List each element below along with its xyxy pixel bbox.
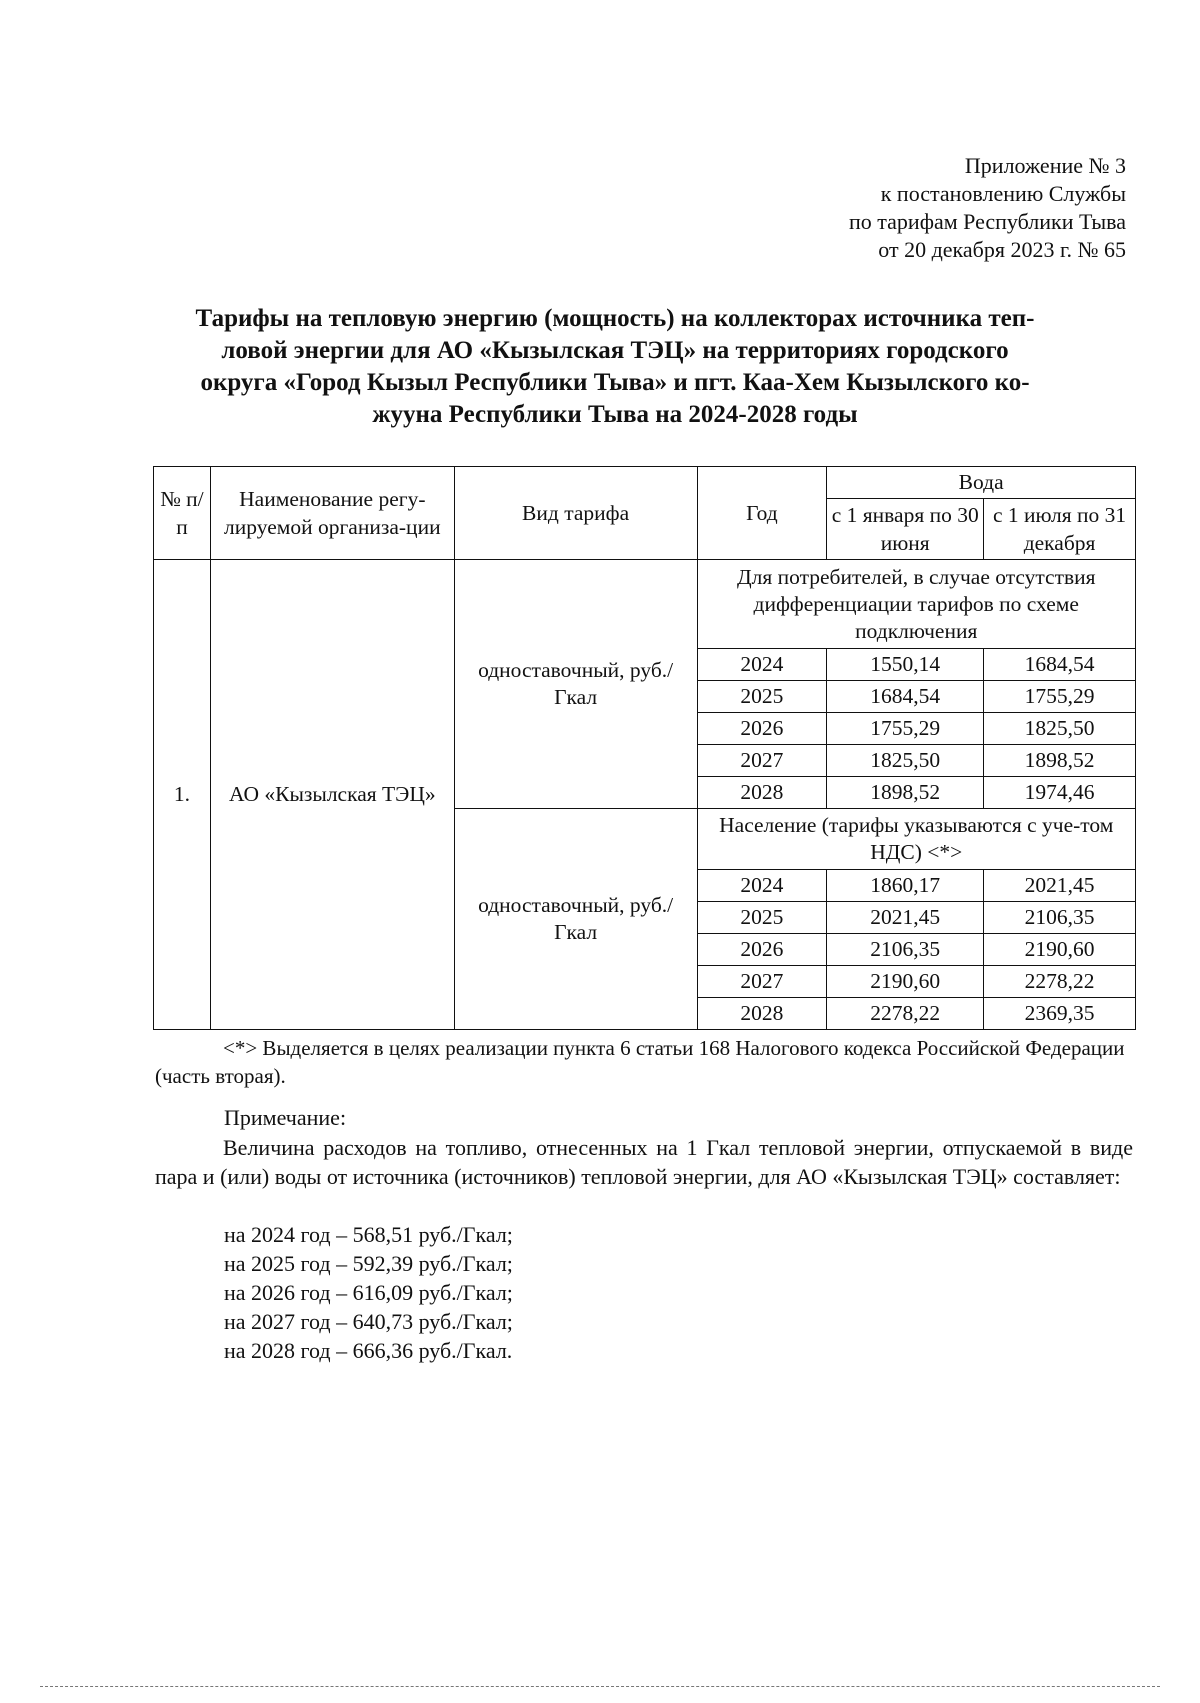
year-cell: 2026: [697, 934, 827, 966]
list-item: на 2025 год – 592,39 руб./Гкал;: [224, 1251, 513, 1276]
year-cell: 2026: [697, 713, 827, 745]
organization-name: АО «Кызылская ТЭЦ»: [210, 560, 454, 1030]
tariff-h2-cell: 1974,46: [984, 777, 1136, 809]
year-cell: 2024: [697, 870, 827, 902]
note-label: Примечание:: [224, 1105, 347, 1130]
header-water: Вода: [827, 467, 1136, 499]
tariff-h2-cell: 2190,60: [984, 934, 1136, 966]
appendix-line-1: Приложение № 3: [964, 153, 1126, 178]
tariff-h1-cell: 1755,29: [827, 713, 984, 745]
header-org: Наименование регу-лируемой организа-ции: [210, 467, 454, 560]
tariff-h2-cell: 1898,52: [984, 745, 1136, 777]
tariff-h2-cell: 1825,50: [984, 713, 1136, 745]
note-text: Величина расходов на топливо, отнесенных на 1 Гкал тепловой энергии, отпускаемой в виде пара и (или) воды от источника (источников) тепловой энергии, для АО «Кызылская ТЭЦ» составляет:: [155, 1135, 1133, 1189]
tariff-h1-cell: 1550,14: [827, 649, 984, 681]
list-item: на 2026 год – 616,09 руб./Гкал;: [224, 1280, 513, 1305]
tariff-h1-cell: 2190,60: [827, 966, 984, 998]
appendix-line-4: от 20 декабря 2023 г. № 65: [878, 237, 1126, 262]
tariff-h2-cell: 1755,29: [984, 681, 1136, 713]
scan-bottom-rule: [40, 1686, 1160, 1687]
title-line-4: жууна Республики Тыва на 2024-2028 годы: [372, 401, 858, 428]
document-title: [150, 303, 1080, 431]
tariff-h1-cell: 1684,54: [827, 681, 984, 713]
header-num: № п/п: [154, 467, 211, 560]
tariff-type-cell: одноставочный, руб./Гкал: [454, 809, 697, 1030]
row-number: 1.: [154, 560, 211, 1030]
tariff-h2-cell: 2369,35: [984, 998, 1136, 1030]
year-cell: 2028: [697, 998, 827, 1030]
list-item: на 2028 год – 666,36 руб./Гкал.: [224, 1338, 513, 1363]
footnote: <*> Выделяется в целях реализации пункта 6 статьи 168 Налогового кодекса Российской Федерации (часть вторая).: [155, 1036, 1125, 1088]
tariff-h1-cell: 1898,52: [827, 777, 984, 809]
tariff-h1-cell: 2278,22: [827, 998, 984, 1030]
tariff-table: [153, 466, 1136, 1030]
tariff-h2-cell: 2021,45: [984, 870, 1136, 902]
tariff-h1-cell: 2021,45: [827, 902, 984, 934]
appendix-reference: [849, 152, 1126, 264]
tariff-h1-cell: 1860,17: [827, 870, 984, 902]
list-item: на 2024 год – 568,51 руб./Гкал;: [224, 1222, 513, 1247]
header-half-2: с 1 июля по 31 декабря: [984, 499, 1136, 560]
year-cell: 2027: [697, 745, 827, 777]
tariff-h1-cell: 1825,50: [827, 745, 984, 777]
tariff-type-cell: одноставочный, руб./Гкал: [454, 560, 697, 809]
header-half-1: с 1 января по 30 июня: [827, 499, 984, 560]
title-line-3: округа «Город Кызыл Республики Тыва» и пгт. Каа-Хем Кызылского ко-: [200, 369, 1030, 396]
header-year: Год: [697, 467, 827, 560]
year-cell: 2027: [697, 966, 827, 998]
tariff-h2-cell: 2278,22: [984, 966, 1136, 998]
tariff-h2-cell: 1684,54: [984, 649, 1136, 681]
fuel-cost-list: [224, 1220, 513, 1365]
year-cell: 2024: [697, 649, 827, 681]
year-cell: 2028: [697, 777, 827, 809]
header-tariff-type: Вид тарифа: [454, 467, 697, 560]
tariff-h2-cell: 2106,35: [984, 902, 1136, 934]
title-line-2: ловой энергии для АО «Кызылская ТЭЦ» на территориях городского: [221, 337, 1009, 364]
year-cell: 2025: [697, 902, 827, 934]
appendix-line-2: к постановлению Службы: [880, 181, 1126, 206]
appendix-line-3: по тарифам Республики Тыва: [849, 209, 1126, 234]
list-item: на 2027 год – 640,73 руб./Гкал;: [224, 1309, 513, 1334]
group-label: Население (тарифы указываются с уче-том НДС) <*>: [697, 809, 1136, 870]
group-label: Для потребителей, в случае отсутствия дифференциации тарифов по схеме подключения: [697, 560, 1136, 649]
title-line-1: Тарифы на тепловую энергию (мощность) на коллекторах источника теп-: [195, 305, 1035, 332]
year-cell: 2025: [697, 681, 827, 713]
tariff-h1-cell: 2106,35: [827, 934, 984, 966]
